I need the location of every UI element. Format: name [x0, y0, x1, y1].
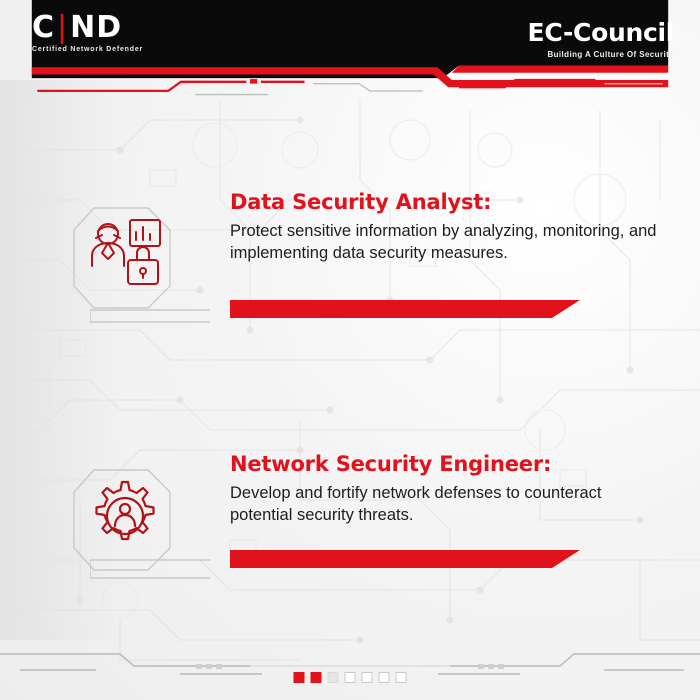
cnd-logo-nd: ND: [70, 10, 123, 45]
pagination-dot[interactable]: [362, 672, 373, 683]
pagination-dot[interactable]: [328, 672, 339, 683]
pagination-dot[interactable]: [311, 672, 322, 683]
cnd-logo-divider: |: [57, 10, 69, 45]
card-2-text: [230, 452, 660, 526]
cnd-logo: [32, 12, 143, 53]
ec-council-tagline: Building A Culture Of Security: [547, 50, 674, 59]
footer-decoration: [0, 640, 700, 700]
pagination-dots[interactable]: [294, 672, 407, 683]
analyst-chart-lock-icon: [70, 190, 180, 310]
card-2-title: Network Security Engineer:: [230, 452, 552, 476]
cnd-logo-c: C: [32, 10, 56, 45]
pagination-dot[interactable]: [345, 672, 356, 683]
card-1-description: Protect sensitive information by analyzing, monitoring, and implementing data security measures.: [230, 222, 657, 262]
cnd-logo-subtitle: Certified Network Defender: [32, 46, 144, 53]
card-1-text: [230, 190, 660, 264]
ec-council-name: EC-Council: [527, 18, 674, 47]
pagination-dot[interactable]: [379, 672, 390, 683]
ec-council-logo: [528, 18, 674, 59]
card-1-title: Data Security Analyst:: [230, 190, 492, 214]
card-2-underline: [90, 546, 580, 586]
pagination-dot[interactable]: [396, 672, 407, 683]
card-1-underline: [90, 296, 580, 326]
pagination-dot[interactable]: [294, 672, 305, 683]
card-2-description: Develop and fortify network defenses to counteract potential security threats.: [230, 484, 602, 524]
cnd-logo-letters: [32, 12, 143, 44]
